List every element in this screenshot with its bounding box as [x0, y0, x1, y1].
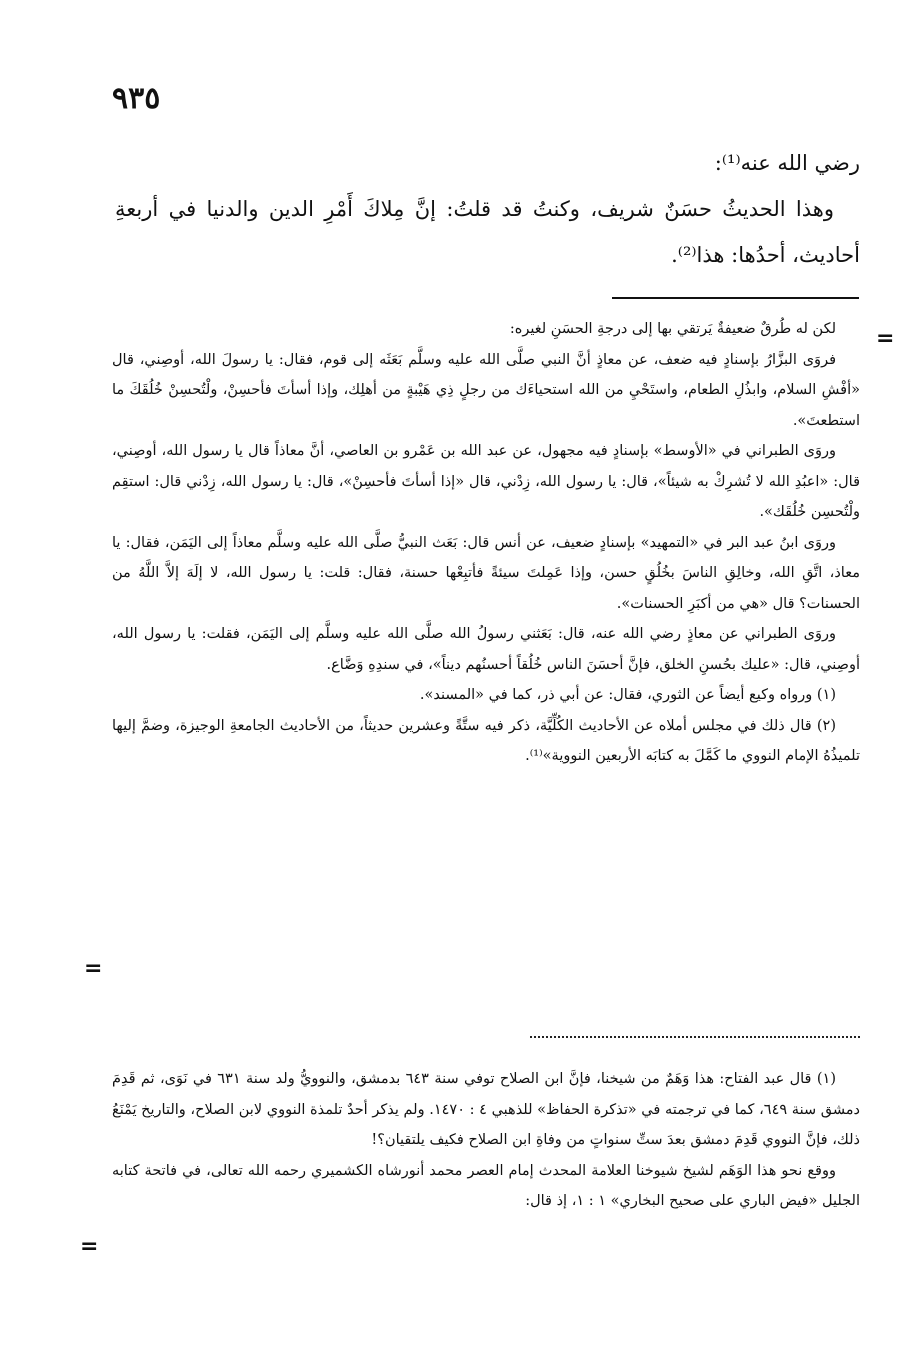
footnote-paragraph: وروَى الطبراني عن معاذٍ رضي الله عنه، قال: بَعَثني رسولُ الله صلَّى الله عليه وسلَّم إلى اليَمَن، فقلت: يا رسول الله، أوصِني، قال: «عليك بحُسنِ الخلق، فإنَّ أحسَنَ الناس خُلُقاً أحسنُهم ديناً»، في سندِهِ وَضَّاع. — [112, 626, 860, 673]
continuation-marker-bottom: = — [80, 1234, 99, 1259]
dotted-separator — [530, 1036, 860, 1038]
editor-footnotes — [112, 1064, 860, 1217]
editor-footnote-2: ووقع نحو هذا الوَهَم لشيخ شيوخنا العلامة المحدث إمام العصر محمد أنورشاه الكشميري رحمه الله تعالى، في فاتحة كتابه الجليل «فيض الباري على صحيح البخاري» ١ : ١، إذ قال: — [112, 1162, 860, 1209]
main-paragraph-2: وهذا الحديثُ حسَنٌ شريف، وكنتُ قد قلتُ: إنَّ مِلاكَ أَمْرِ الدين والدنيا في أربعةِ أحاديث، أحدُها: هذا⁽²⁾. — [115, 197, 860, 267]
footnote-separator — [612, 297, 859, 299]
page-number: ٩٣٥ — [112, 81, 161, 116]
footnote-paragraph: فروَى البزَّارُ بإسنادٍ فيه ضعف، عن معاذٍ أنَّ النبي صلَّى الله عليه وسلَّم بَعَثَه إلى قوم، فقال: يا رسولَ الله، أوصِني، قال «أفْشِ السلام، وابذُلِ الطعام، واستَحْيِ من الله استحياءَك من رجلٍ ذِي هَيْبةٍ من أهلِك، وإذا أسأتَ فأحسِنْ، ولْتُحسِنْ خُلُقَكَ ما استطعتَ». — [112, 351, 860, 429]
continued-footnotes — [112, 314, 860, 772]
footnote-paragraph: وروَى ابنُ عبد البر في «التمهيد» بإسنادٍ ضعيف، عن أنس قال: بَعَث النبيُّ صلَّى الله عليه وسلَّم معاذاً إلى اليَمَن، فقال: يا معاذ، اتَّقِ الله، وخالِقِ الناسَ بخُلُقٍ حسن، وإذا عَمِلتَ سيئةً فأتبِعْها حسنة، فقال: قلت: يا رسول الله، لا إلَهَ إلاَّ اللَّهُ من الحسنات؟ قال «هي من أكبَرِ الحسنات». — [112, 534, 860, 612]
continuation-marker-top: = — [876, 326, 895, 351]
footnote-1: (١) ورواه وكيع أيضاً عن الثوري، فقال: عن أبي ذر، كما في «المسند». — [419, 687, 836, 703]
editor-footnote-1: (١) قال عبد الفتاح: هذا وَهَمٌ من شيخنا، فإنَّ ابن الصلاح توفي سنة ٦٤٣ بدمشق، والنوويُّ ولد سنة ٦٣١ في نَوَى، ثم قَدِمَ دمشق سنة ٦٤٩، كما في ترجمته في «تذكرة الحفاظ» للذهبي ٤ : ١٤٧٠. ولم يذكر أحدٌ تلمذة النووي لابن الصلاح، والتاريخ يَمْنَعُ ذلك، فإنَّ النووي قَدِمَ دمشق بعدَ ستِّ سنواتٍ من وفاةِ ابن الصلاح فكيف يلتقيان؟! — [112, 1071, 860, 1148]
main-paragraph-1: رضي الله عنه⁽¹⁾: — [714, 151, 860, 175]
footnote-2: (٢) قال ذلك في مجلس أملاه عن الأحاديث الكُلِّيَّة، ذكر فيه ستَّةً وعشرين حديثاً، من الأحاديث الجامعةِ الوجيزة، وضمَّ إليها تلميذُهُ الإمام النووي ما كَمَّلَ به كتابَه الأربعين النووية»⁽¹⁾. — [112, 717, 860, 764]
footnote-paragraph: وروَى الطبراني في «الأوسط» بإسنادٍ فيه مجهول، عن عبد الله بن عَمْرو بن العاصي، أنَّ معاذاً قال يا رسول الله، أوصِني، قال: «اعبُدِ الله لا تُشرِكْ به شيئاً»، قال: يا رسول الله، زِدْني، قال «إذا أسأتَ فأحسِنْ»، قال: يا رسول الله، زِدْني قال: استقِم ولْتُحسِن خُلُقَك». — [112, 443, 860, 520]
continuation-marker-middle: = — [84, 956, 103, 981]
footnote-paragraph: لكن له طُرقٌ ضعيفةٌ يَرتقي بها إلى درجةِ الحسَنِ لغيره: — [509, 321, 836, 337]
main-text — [115, 140, 860, 278]
